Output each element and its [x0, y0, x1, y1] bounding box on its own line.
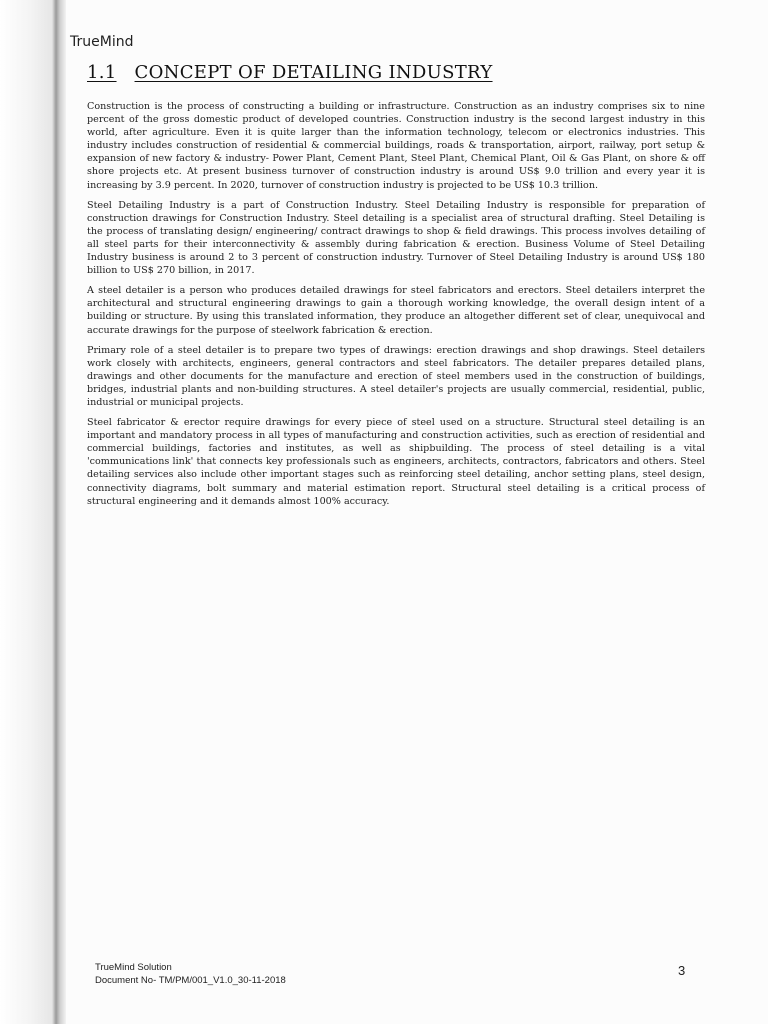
paragraph-primary-role: Primary role of a steel detailer is to prepare two types of drawings: erection drawings and shop drawings. Steel detailers work closely with architects, engineers, general contractors and steel fabricators. The detailer prepares detailed plans, drawings and other documents for the manufacture and erection of steel members used in the construction of buildings, bridges, industrial plants and non-building structures. A steel detailer's projects are usually commercial, residential, public, industrial or municipal projects.: [87, 344, 705, 408]
page-footer: [95, 961, 286, 987]
section-title-text: CONCEPT OF DETAILING INDUSTRY: [134, 62, 493, 83]
footer-company: TrueMind Solution: [95, 962, 172, 973]
section-title: [87, 62, 493, 83]
page-number: 3: [678, 963, 686, 978]
paragraph-steel-detailer: A steel detailer is a person who produces detailed drawings for steel fabricators and erectors. Steel detailers interpret the architectural and structural engineering drawings to gain a thorough working knowledge, the overall design intent of a building or structure. By using this translated information, they produce an altogether different set of clear, unequivocal and accurate drawings for the purpose of steelwork fabrication & erection.: [87, 285, 705, 336]
footer-document-number: Document No- TM/PM/001_V1.0_30-11-2018: [95, 975, 286, 986]
paragraph-construction-industry: Construction is the process of constructing a building or infrastructure. Construction as an industry comprises six to nine percent of the gross domestic product of developed countries. Construction industry is the second largest industry in this world, after agriculture. Even it is quite larger than the information technology, telecom or electronics industries. This industry includes construction of residential & commercial buildings, roads & transportation, airport, railway, port setup & expansion of new factory & industry- Power Plant, Cement Plant, Steel Plant, Chemical Plant, Oil & Gas Plant, on shore & off shore projects etc. At present business turnover of construction industry is around US$ 9.0 trillion and every year it is increasing by 3.9 percent. In 2020, turnover of construction industry is projected to be US$ 10.3 trillion.: [87, 101, 705, 191]
brand-label: TrueMind: [70, 34, 134, 50]
section-number: 1.1: [87, 62, 117, 83]
scan-binding-edge: [0, 0, 70, 1024]
paragraph-fabricator-erector: Steel fabricator & erector require drawings for every piece of steel used on a structure. Structural steel detailing is an important and mandatory process in all types of manufacturing and construction activities, such as erection of residential and commercial buildings, factories and institutes, as well as shipbuilding. The process of steel detailing is a vital 'communications link' that connects key professionals such as engineers, architects, contractors, fabricators and others. Steel detailing services also include other important stages such as reinforcing steel detailing, anchor setting plans, steel design, connectivity diagrams, bolt summary and material estimation report. Structural steel detailing is a critical process of structural engineering and it demands almost 100% accuracy.: [87, 417, 705, 507]
body-text: [87, 100, 705, 515]
paragraph-steel-detailing-industry: Steel Detailing Industry is a part of Construction Industry. Steel Detailing Industry is responsible for preparation of construction drawings for Construction Industry. Steel detailing is a specialist area of structural drafting. Steel Detailing is the process of translating design/ engineering/ contract drawings to shop & field drawings. This process involves detailing of all steel parts for their interconnectivity & assembly during fabrication & erection. Business Volume of Steel Detailing Industry business is around 2 to 3 percent of construction industry. Turnover of Steel Detailing Industry is around US$ 180 billion to US$ 270 billion, in 2017.: [87, 199, 705, 277]
